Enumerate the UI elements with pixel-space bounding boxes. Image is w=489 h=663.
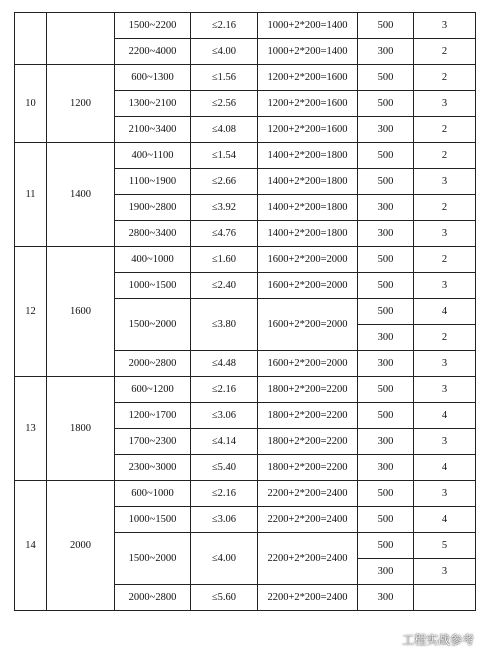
formula-cell: 1800+2*200=2200 [258,403,358,429]
count-cell: 3 [414,221,476,247]
formula-cell: 1400+2*200=1800 [258,195,358,221]
ratio-cell: ≤3.06 [191,507,258,533]
spacing-cell: 500 [358,299,414,325]
count-cell: 3 [414,429,476,455]
spacing-cell: 300 [358,39,414,65]
spacing-cell: 300 [358,455,414,481]
count-cell: 2 [414,325,476,351]
count-cell: 3 [414,559,476,585]
count-cell: 2 [414,65,476,91]
spacing-cell: 300 [358,221,414,247]
spacing-cell: 500 [358,533,414,559]
range-cell: 400~1000 [115,247,191,273]
count-cell: 4 [414,455,476,481]
table-row [15,247,476,273]
table-row [15,377,476,403]
spacing-cell: 300 [358,559,414,585]
group-number-cell: 10 [15,65,47,143]
group-number-cell [15,13,47,65]
group-width-cell: 1400 [47,143,115,247]
table-row [15,481,476,507]
group-width-cell: 1600 [47,247,115,377]
range-cell: 1000~1500 [115,273,191,299]
count-cell: 3 [414,273,476,299]
formula-cell: 1800+2*200=2200 [258,377,358,403]
ratio-cell: ≤2.66 [191,169,258,195]
ratio-cell: ≤3.92 [191,195,258,221]
group-width-cell: 1200 [47,65,115,143]
spacing-cell: 300 [358,351,414,377]
ratio-cell: ≤2.16 [191,377,258,403]
formula-cell: 2200+2*200=2400 [258,507,358,533]
group-number-cell: 11 [15,143,47,247]
ratio-cell: ≤4.14 [191,429,258,455]
formula-cell: 1600+2*200=2000 [258,351,358,377]
ratio-cell: ≤4.48 [191,351,258,377]
ratio-cell: ≤4.76 [191,221,258,247]
ratio-cell: ≤2.16 [191,13,258,39]
formula-cell: 1800+2*200=2200 [258,455,358,481]
spacing-cell: 500 [358,273,414,299]
range-cell: 2000~2800 [115,351,191,377]
formula-cell: 1200+2*200=1600 [258,91,358,117]
ratio-cell: ≤3.80 [191,299,258,351]
ratio-cell: ≤1.54 [191,143,258,169]
ratio-cell: ≤1.56 [191,65,258,91]
formula-cell: 1000+2*200=1400 [258,39,358,65]
group-number-cell: 13 [15,377,47,481]
range-cell: 1900~2800 [115,195,191,221]
count-cell: 2 [414,143,476,169]
range-cell: 1500~2000 [115,299,191,351]
watermark-text: 工程实战参考 [401,633,474,647]
spec-table [14,12,476,611]
formula-cell: 1000+2*200=1400 [258,13,358,39]
table-row [15,143,476,169]
group-number-cell: 12 [15,247,47,377]
spacing-cell: 500 [358,143,414,169]
count-cell: 3 [414,91,476,117]
count-cell [414,585,476,611]
range-cell: 1100~1900 [115,169,191,195]
spacing-cell: 500 [358,65,414,91]
range-cell: 2800~3400 [115,221,191,247]
range-cell: 600~1300 [115,65,191,91]
formula-cell: 2200+2*200=2400 [258,481,358,507]
formula-cell: 1200+2*200=1600 [258,65,358,91]
ratio-cell: ≤2.16 [191,481,258,507]
spacing-cell: 500 [358,13,414,39]
count-cell: 3 [414,351,476,377]
group-number-cell: 14 [15,481,47,611]
range-cell: 1500~2200 [115,13,191,39]
watermark [381,630,477,649]
formula-cell: 1600+2*200=2000 [258,299,358,351]
count-cell: 5 [414,533,476,559]
range-cell: 2100~3400 [115,117,191,143]
formula-cell: 2200+2*200=2400 [258,585,358,611]
count-cell: 3 [414,481,476,507]
ratio-cell: ≤2.56 [191,91,258,117]
range-cell: 1700~2300 [115,429,191,455]
spacing-cell: 500 [358,91,414,117]
formula-cell: 2200+2*200=2400 [258,533,358,585]
spacing-cell: 300 [358,117,414,143]
range-cell: 1500~2000 [115,533,191,585]
range-cell: 1200~1700 [115,403,191,429]
count-cell: 3 [414,377,476,403]
range-cell: 1000~1500 [115,507,191,533]
count-cell: 3 [414,13,476,39]
ratio-cell: ≤4.08 [191,117,258,143]
ratio-cell: ≤4.00 [191,39,258,65]
formula-cell: 1200+2*200=1600 [258,117,358,143]
table-row [15,13,476,39]
count-cell: 2 [414,117,476,143]
group-width-cell: 1800 [47,377,115,481]
spacing-cell: 300 [358,429,414,455]
spacing-cell: 300 [358,585,414,611]
count-cell: 2 [414,247,476,273]
ratio-cell: ≤5.40 [191,455,258,481]
spacing-cell: 300 [358,195,414,221]
range-cell: 600~1200 [115,377,191,403]
ratio-cell: ≤2.40 [191,273,258,299]
formula-cell: 1400+2*200=1800 [258,169,358,195]
range-cell: 1300~2100 [115,91,191,117]
range-cell: 600~1000 [115,481,191,507]
range-cell: 400~1100 [115,143,191,169]
count-cell: 4 [414,299,476,325]
range-cell: 2000~2800 [115,585,191,611]
spec-table-body [15,13,476,611]
count-cell: 2 [414,195,476,221]
spacing-cell: 500 [358,247,414,273]
spacing-cell: 500 [358,377,414,403]
spacing-cell: 500 [358,507,414,533]
group-width-cell: 2000 [47,481,115,611]
formula-cell: 1600+2*200=2000 [258,273,358,299]
group-width-cell [47,13,115,65]
table-row [15,65,476,91]
ratio-cell: ≤5.60 [191,585,258,611]
range-cell: 2200~4000 [115,39,191,65]
range-cell: 2300~3000 [115,455,191,481]
spacing-cell: 500 [358,169,414,195]
spacing-cell: 300 [358,325,414,351]
formula-cell: 1600+2*200=2000 [258,247,358,273]
wechat-icon [384,634,398,646]
ratio-cell: ≤1.60 [191,247,258,273]
spacing-cell: 500 [358,481,414,507]
count-cell: 4 [414,507,476,533]
ratio-cell: ≤4.00 [191,533,258,585]
formula-cell: 1400+2*200=1800 [258,221,358,247]
spacing-cell: 500 [358,403,414,429]
count-cell: 4 [414,403,476,429]
count-cell: 2 [414,39,476,65]
count-cell: 3 [414,169,476,195]
formula-cell: 1400+2*200=1800 [258,143,358,169]
ratio-cell: ≤3.06 [191,403,258,429]
formula-cell: 1800+2*200=2200 [258,429,358,455]
